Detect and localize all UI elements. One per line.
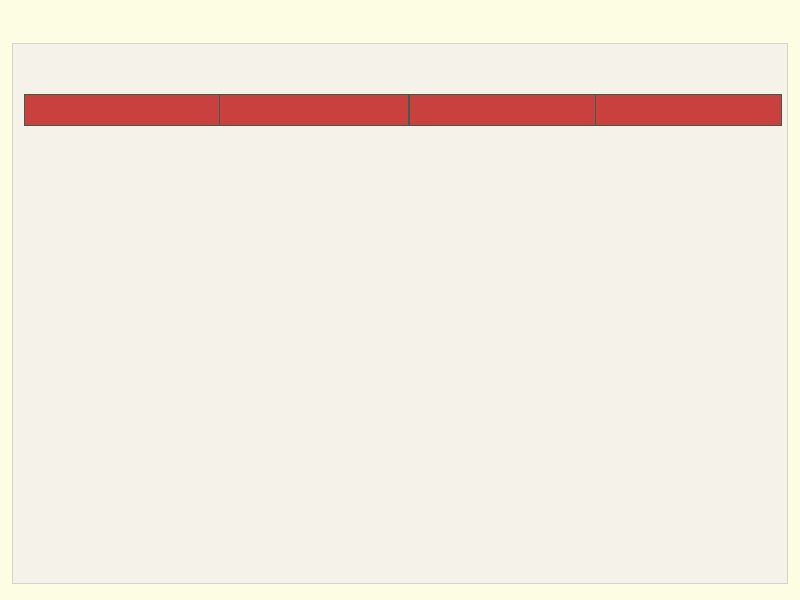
bottom-decoration-bar (0, 592, 800, 600)
header-calcium (220, 95, 409, 126)
header-product (410, 95, 596, 126)
calcium-table-right (409, 94, 782, 576)
header-product (25, 95, 220, 126)
top-decoration-bar (0, 5, 800, 37)
tables-container (24, 94, 780, 576)
calcium-table-left (24, 94, 409, 576)
slide-content (12, 43, 788, 584)
table-header-row (410, 95, 782, 126)
header-calcium (596, 95, 782, 126)
table-header-row (25, 95, 409, 126)
